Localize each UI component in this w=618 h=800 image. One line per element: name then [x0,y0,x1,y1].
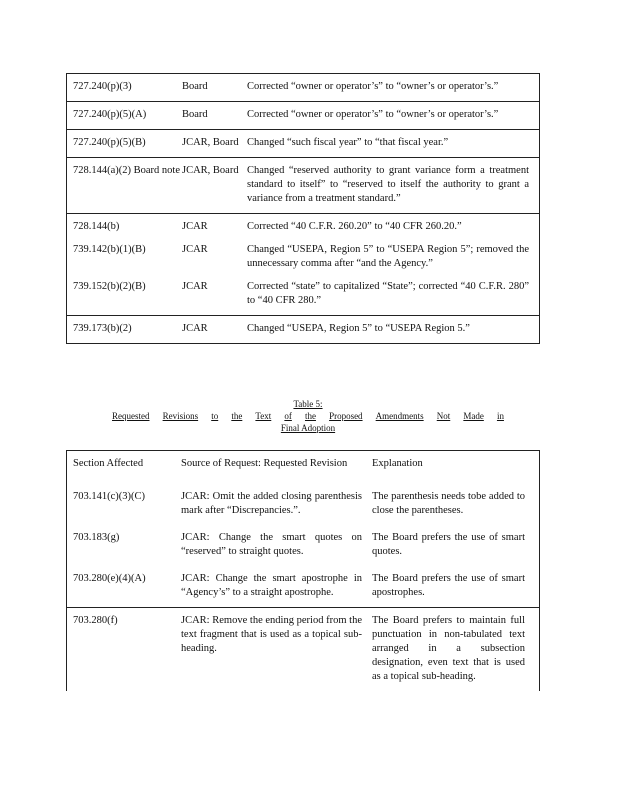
table-row [67,214,540,238]
caption-title: Table 5: [293,399,323,409]
caption-title-end: Final Adoption [280,423,336,433]
section-cell: 727.240(p)(5)(B) [67,130,183,158]
header-source: Source of Request: Requested Revision [181,458,348,469]
source-cell: JCAR: Change the smart quotes on “reserved” to straight quotes. [181,532,362,557]
caption-word: Amendments [375,411,424,421]
change-cell: Changed “such fiscal year” to “that fiscal year.” [247,130,540,158]
section-cell: 703.183(g) [73,532,120,543]
caption-word: in [496,411,504,421]
source-cell: JCAR [182,221,208,232]
caption-word: Revisions [162,411,199,421]
source-cell: JCAR, Board [182,130,247,158]
section-cell: 727.240(p)(5)(A) [67,102,183,130]
caption-word: Not [436,411,451,421]
table-row [67,237,540,274]
section-cell: 739.152(b)(2)(B) [67,274,183,316]
section-cell: 728.144(a)(2) Board note [67,158,183,214]
section-cell: 739.173(b)(2) [73,323,132,334]
explanation-cell: The parenthesis needs tobe added to close the parentheses. [372,491,525,516]
caption-word: of [284,411,292,421]
requests-table [66,450,540,691]
table-header-row [67,451,540,485]
table-caption [112,398,504,434]
table-row [67,566,540,608]
caption-word: the [231,411,243,421]
section-cell: 703.280(f) [67,608,182,692]
source-cell: Board [182,74,247,102]
section-cell: 728.144(b) [73,221,120,232]
caption-word: Requested [112,411,150,421]
change-cell: Changed “USEPA, Region 5” to “USEPA Region 5.” [247,323,470,334]
explanation-cell: The Board prefers the use of smart quotes. [372,532,525,557]
source-cell: JCAR: Omit the added closing parenthesis mark after “Discrepancies.”. [181,491,362,516]
source-cell: JCAR [182,244,208,255]
changes-table [66,73,540,344]
source-cell: JCAR: Change the smart apostrophe in “Agency’s” to a straight apostrophe. [181,573,362,598]
table-row [67,608,540,692]
table-row [67,158,540,214]
table-row [67,525,540,566]
table-row [67,130,540,158]
change-cell: Changed “USEPA, Region 5” to “USEPA Region 5”; removed the unnecessary comma after “and the Agency.” [247,244,529,269]
explanation-cell: The Board prefers the use of smart apostrophes. [372,573,525,598]
table-row [67,316,540,344]
caption-word: Text [255,411,272,421]
table-row [67,74,540,102]
section-cell: 739.142(b)(1)(B) [73,244,146,255]
header-section: Section Affected [73,458,144,469]
table-row [67,274,540,316]
caption-word: Made [463,411,484,421]
source-cell: JCAR [182,274,247,316]
change-cell: Changed “reserved authority to grant variance form a treatment standard to itself” to “reserved to itself the authority to grant a variance from a treatment standard.” [247,158,540,214]
source-cell: JCAR: Remove the ending period from the text fragment that is used as a topical sub-heading. [181,608,372,692]
section-cell: 703.280(e)(4)(A) [73,573,146,584]
section-cell: 727.240(p)(3) [67,74,183,102]
caption-word: the [304,411,316,421]
explanation-cell: The Board prefers to maintain full punctuation in non-tabulated text arranged in a subsection designation, even text that is used as a topical sub-heading. [372,608,540,692]
source-cell: Board [182,102,247,130]
caption-word: to [211,411,219,421]
change-cell: Corrected “40 C.F.R. 260.20” to “40 CFR 260.20.” [247,221,462,232]
change-cell: Corrected “state” to capitalized “State”; corrected “40 C.F.R. 280” to “40 CFR 280.” [247,274,540,316]
source-cell: JCAR [182,323,208,334]
section-cell: 703.141(c)(3)(C) [73,491,146,502]
table-row [67,484,540,525]
table-row [67,102,540,130]
caption-word: Proposed [329,411,363,421]
caption-subtitle [112,410,504,422]
change-cell: Corrected “owner or operator’s” to “owner’s or operator’s.” [247,102,540,130]
change-cell: Corrected “owner or operator’s” to “owner’s or operator’s.” [247,74,540,102]
source-cell: JCAR, Board [182,158,247,214]
header-explanation: Explanation [372,458,423,469]
